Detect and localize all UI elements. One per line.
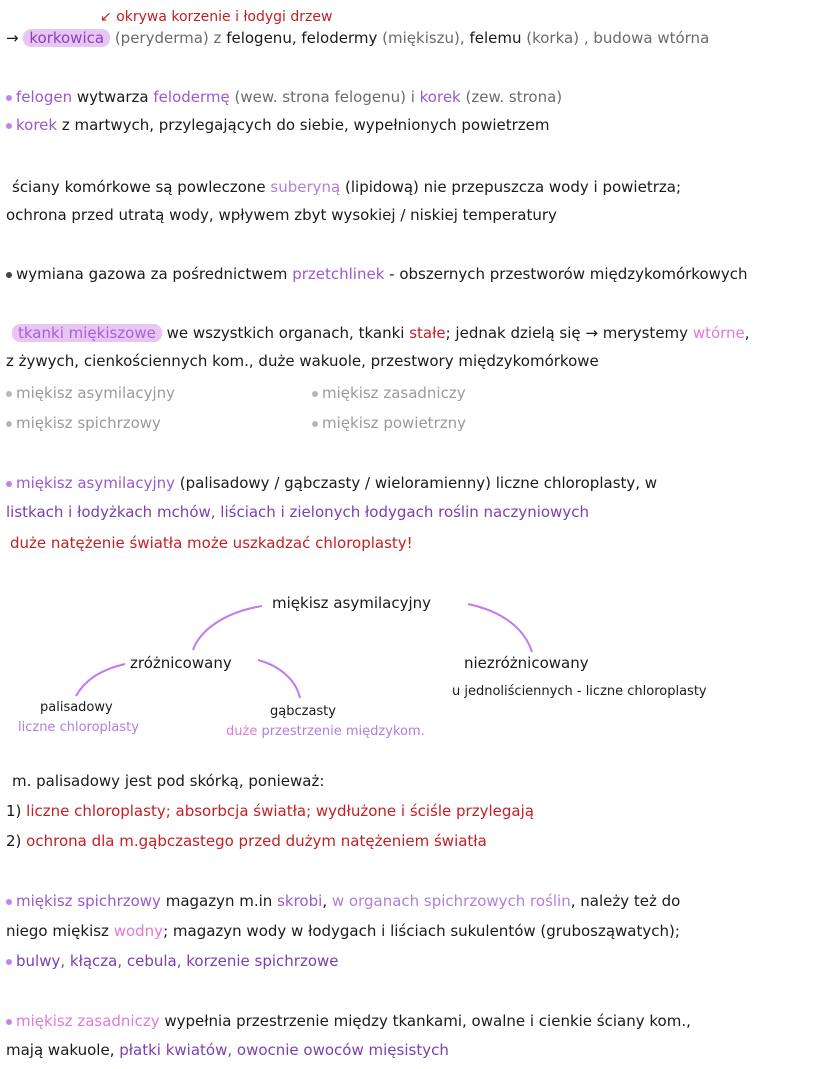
arrow-icon: ↙	[100, 9, 112, 25]
diagram-root: miękisz asymilacyjny	[272, 594, 432, 612]
line-reason-1	[6, 800, 828, 822]
term: wtórne	[692, 324, 745, 342]
diagram-left: zróżnicowany	[130, 654, 232, 672]
line-warning: duże natężenie światła może uszkadzać chloroplasty!	[10, 534, 413, 552]
bullet-icon	[6, 899, 12, 905]
term-felem: felemu	[469, 29, 522, 47]
text: płatki kwiatów, owocnie owoców mięsistych	[119, 1041, 449, 1059]
text: przestrzenie międzykom.	[257, 724, 425, 739]
term: korek	[16, 116, 58, 134]
line-sciany	[12, 176, 828, 198]
term-feloderma: felodermy	[301, 29, 378, 47]
text: ; magazyn wody w łodygach i liściach sukulentów (grubosząwatych);	[163, 922, 680, 940]
text: miękisz zasadniczy	[322, 384, 466, 402]
line-korek	[6, 114, 828, 136]
text: (wew. strona felogenu) i	[229, 88, 420, 106]
text: wypełnia przestrzenie między tkankami, owalne i cienkie ściany kom.,	[159, 1012, 691, 1030]
text: bulwy, kłącza, cebula, korzenie spichrzowe	[16, 952, 339, 970]
line-felogen	[6, 86, 828, 108]
term: w organach spichrzowych roślin	[331, 892, 571, 910]
term: miękisz spichrzowy	[16, 892, 161, 910]
line-listkach: listkach i łodyżkach mchów, liściach i zielonych łodygach roślin naczyniowych	[6, 503, 589, 521]
text: (zew. strona)	[460, 88, 563, 106]
text: ; jednak dzielą się → merystemy	[445, 324, 693, 342]
term-korkowica: korkowica	[23, 29, 110, 47]
term: suberyną	[270, 178, 341, 196]
term: miękisz zasadniczy	[16, 1012, 160, 1030]
text: ,	[744, 324, 750, 342]
text: ,	[291, 29, 302, 47]
line-wodny	[6, 920, 828, 942]
diagram-right-sub: u jednoliściennych - liczne chloroplasty	[452, 684, 707, 699]
term: stałe	[409, 324, 446, 342]
text: wymiana gazowa za pośrednictwem	[16, 265, 293, 283]
text: ochrona dla m.gąbczastego przed dużym natężeniem światła	[21, 832, 487, 850]
line-tkanki	[12, 322, 828, 344]
text: - obszernych przestworów międzykomórkowych	[384, 265, 748, 283]
line-zywych: z żywych, cienkościennych kom., duże wakuole, przestwory międzykomórkowe	[6, 352, 599, 370]
text: miękisz powietrzny	[322, 414, 466, 432]
line-zasadniczy	[6, 1010, 828, 1032]
line-korkowica	[6, 27, 828, 49]
text: ,	[322, 892, 332, 910]
bullet-icon	[6, 421, 12, 427]
text: liczne chloroplasty; absorbcja światła; wydłużone i ściśle przylegają	[21, 802, 534, 820]
bullet-icon	[312, 391, 318, 397]
text: wytwarza	[72, 88, 154, 106]
text: we wszystkich organach, tkanki	[161, 324, 410, 342]
term-felogen: felogenu	[226, 29, 292, 47]
number: 2)	[6, 832, 22, 850]
bullet-icon	[6, 481, 12, 487]
text: , należy też do	[570, 892, 681, 910]
text: miękisz asymilacyjny	[16, 384, 176, 402]
text: ściany komórkowe są powleczone	[12, 178, 271, 196]
diagram-right: niezróżnicowany	[464, 654, 589, 672]
bullet-icon	[312, 421, 318, 427]
text: (peryderma) z	[110, 29, 227, 47]
term: korek	[419, 88, 461, 106]
bullet-icon	[6, 123, 12, 129]
bullet-icon	[6, 1019, 12, 1025]
bullet-icon	[6, 95, 12, 101]
text: duże	[226, 724, 258, 739]
line-asymilacyjny	[6, 472, 828, 494]
diagram-gabczasty: gąbczasty	[270, 704, 336, 719]
line-palisadowy: m. palisadowy jest pod skórką, ponieważ:	[12, 772, 325, 790]
line-wymiana	[6, 263, 828, 285]
diagram-palisadowy-sub: liczne chloroplasty	[18, 720, 139, 735]
annotation-text: okrywa korzenie i łodygi drzew	[116, 9, 333, 25]
text: mają wakuole,	[6, 1041, 120, 1059]
term: skrobi	[277, 892, 323, 910]
term: felodermę	[153, 88, 230, 106]
text: (korka) , budowa wtórna	[521, 29, 710, 47]
term: przetchlinek	[292, 265, 385, 283]
text: (lipidową) nie przepuszcza wody i powietrza;	[340, 178, 681, 196]
line-spichrzowy	[6, 890, 828, 912]
text: z martwych, przylegających do siebie, wypełnionych powietrzem	[57, 116, 550, 134]
term: wodny	[113, 922, 164, 940]
type-2	[312, 382, 828, 404]
bullet-icon	[6, 272, 12, 278]
line-bulwy	[6, 950, 828, 972]
text: (miękiszu),	[377, 29, 470, 47]
term: tkanki miękiszowe	[12, 324, 162, 342]
text: (palisadowy / gąbczasty / wieloramienny) liczne chloroplasty, w	[175, 474, 658, 492]
term: miękisz asymilacyjny	[16, 474, 176, 492]
term: felogen	[16, 88, 73, 106]
right-arrow-icon: →	[6, 29, 19, 47]
annotation-okrywa	[100, 6, 828, 28]
number: 1)	[6, 802, 22, 820]
line-ochrona: ochrona przed utratą wody, wpływem zbyt wysokiej / niskiej temperatury	[6, 206, 557, 224]
diagram-palisadowy: palisadowy	[40, 700, 113, 715]
line-reason-2	[6, 830, 828, 852]
type-4	[312, 412, 828, 434]
bullet-icon	[6, 959, 12, 965]
line-wakuole	[6, 1039, 828, 1061]
text: miękisz spichrzowy	[16, 414, 161, 432]
diagram-gabczasty-sub	[226, 724, 425, 739]
text: niego miękisz	[6, 922, 114, 940]
bullet-icon	[6, 391, 12, 397]
text: magazyn m.in	[160, 892, 278, 910]
